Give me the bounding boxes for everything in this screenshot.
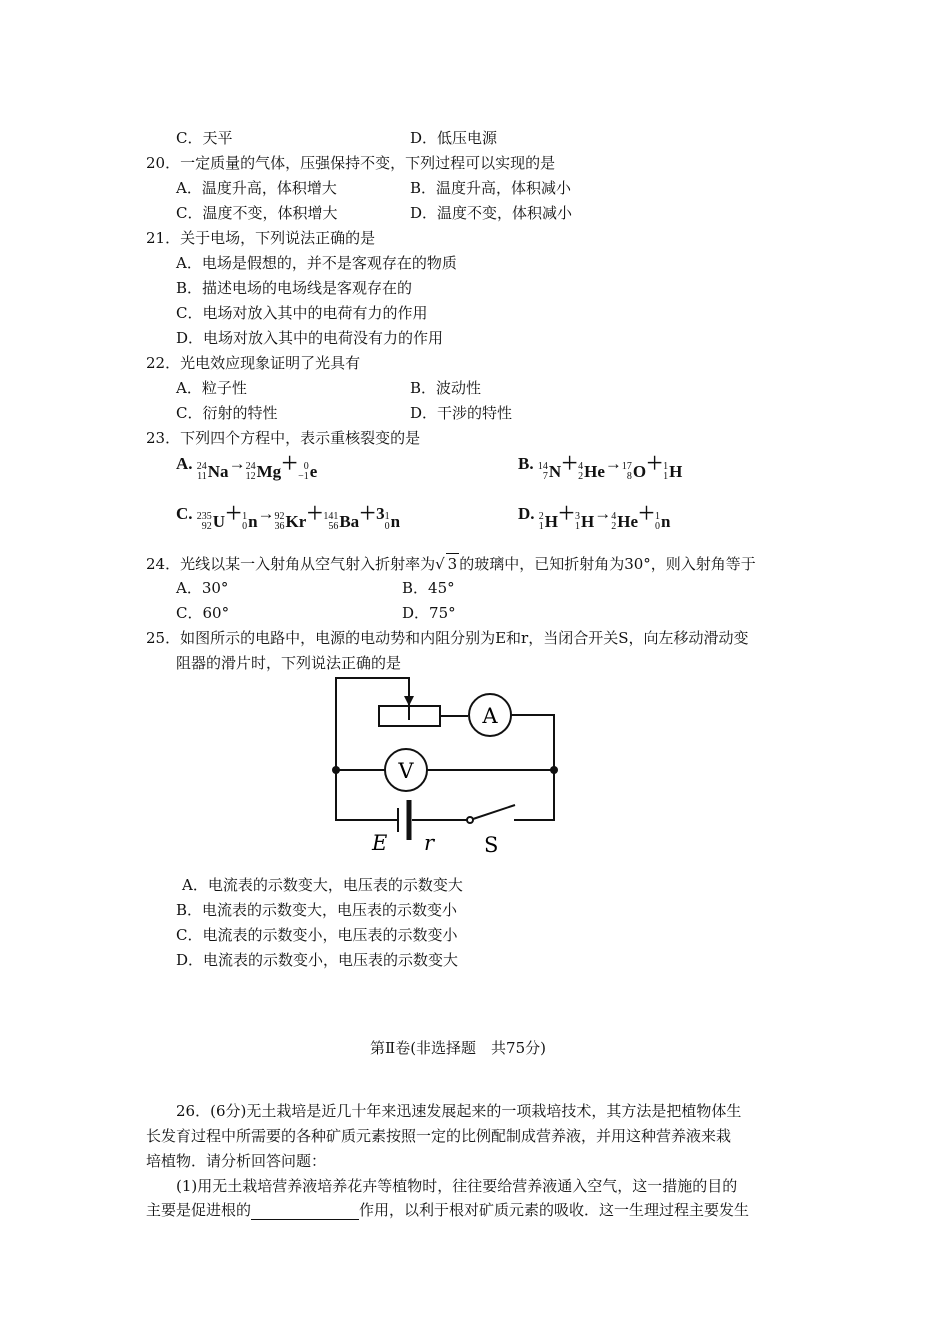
q22-option-d: D．干涉的特性	[410, 404, 513, 422]
q23-option-c: C. 235 92 U ＋ 1 0 n → 92 36 Kr ＋ 141 56 Ba ＋3 1 0 n	[176, 504, 401, 532]
q22-option-a: A．粒子性	[176, 379, 247, 397]
q25-option-b: B．电流表的示数变大，电压表的示数变小	[176, 901, 458, 919]
q25-option-c: C．电流表的示数变小，电压表的示数变小	[176, 926, 458, 944]
q21-stem: 21．关于电场，下列说法正确的是	[146, 229, 376, 247]
q20-option-a: A．温度升高，体积增大	[176, 179, 337, 197]
wire-left	[336, 678, 409, 820]
q25-option-d: D．电流表的示数变小，电压表的示数变大	[176, 951, 459, 969]
switch-label: S	[484, 833, 499, 857]
q19-option-c: C．天平	[176, 129, 233, 147]
q24-stem: 24．光线以某一入射角从空气射入折射率为√ 3 的玻璃中，已知折射角为30°，则入射角等于	[146, 555, 756, 573]
q21-option-a: A．电场是假想的，并不是客观存在的物质	[176, 254, 457, 272]
q21-option-c: C．电场对放入其中的电荷有力的作用	[176, 304, 428, 322]
q20-stem: 20．一定质量的气体，压强保持不变，下列过程可以实现的是	[146, 154, 556, 172]
q20-option-b: B．温度升高，体积减小	[410, 179, 572, 197]
q22-stem: 22．光电效应现象证明了光具有	[146, 354, 361, 372]
q26-line3: 培植物．请分析回答问题：	[146, 1152, 327, 1170]
answer-blank[interactable]	[251, 1203, 359, 1220]
junction-left	[332, 766, 340, 774]
q22-option-b: B．波动性	[410, 379, 482, 397]
q20-option-d: D．温度不变，体积减小	[410, 204, 573, 222]
q26-line2: 长发育过程中所需要的各种矿质元素按照一定的比例配制成营养液，并用这种营养液来栽	[146, 1127, 732, 1145]
q23-option-d: D. 2 1 H ＋ 3 1 H → 4 2 He ＋ 1 0 n	[518, 504, 671, 532]
emf-label: E	[372, 831, 388, 855]
q23-stem: 23．下列四个方程中，表示重核裂变的是	[146, 429, 421, 447]
q25-stem-line2: 阻器的滑片时，下列说法正确的是	[176, 654, 402, 672]
q26-line4: (1)用无土栽培营养液培养花卉等植物时，往往要给营养液通入空气，这一措施的目的	[176, 1177, 738, 1195]
q23-option-b: B. 14 7 N ＋ 4 2 He → 17 8 O ＋ 1 1 H	[518, 454, 683, 482]
wire-right	[511, 715, 554, 820]
q22-option-c: C．衍射的特性	[176, 404, 278, 422]
resistance-label: r	[424, 831, 435, 855]
section-heading: 第Ⅱ卷(非选择题 共75分)	[370, 1039, 546, 1057]
q24-option-c: C．60°	[176, 604, 230, 622]
q25-stem-line1: 25．如图所示的电路中，电源的电动势和内阻分别为E和r，当闭合开关S，向左移动滑动变	[146, 629, 749, 647]
circuit-diagram	[320, 672, 570, 862]
q21-option-b: B．描述电场的电场线是客观存在的	[176, 279, 413, 297]
q24-option-b: B．45°	[402, 579, 455, 597]
q25-option-a: A．电流表的示数变大，电压表的示数变大	[182, 876, 463, 894]
switch-icon	[470, 805, 515, 820]
q26-line1: 26．(6分)无土栽培是近几十年来迅速发展起来的一项栽培技术，其方法是把植物体生	[176, 1102, 742, 1120]
voltmeter-label: V	[398, 759, 414, 783]
q19-option-d: D．低压电源	[410, 129, 498, 147]
q20-option-c: C．温度不变，体积增大	[176, 204, 338, 222]
q21-option-d: D．电场对放入其中的电荷没有力的作用	[176, 329, 444, 347]
q23-option-a: A. 24 11 Na → 24 12 Mg ＋ 0 −1 e	[176, 454, 318, 482]
q24-option-a: A．30°	[176, 579, 229, 597]
ammeter-label: A	[482, 704, 498, 728]
q26-line5: 主要是促进根的 作用，以利于根对矿质元素的吸收．这一生理过程主要发生	[146, 1201, 750, 1219]
junction-right	[550, 766, 558, 774]
q24-option-d: D．75°	[402, 604, 456, 622]
